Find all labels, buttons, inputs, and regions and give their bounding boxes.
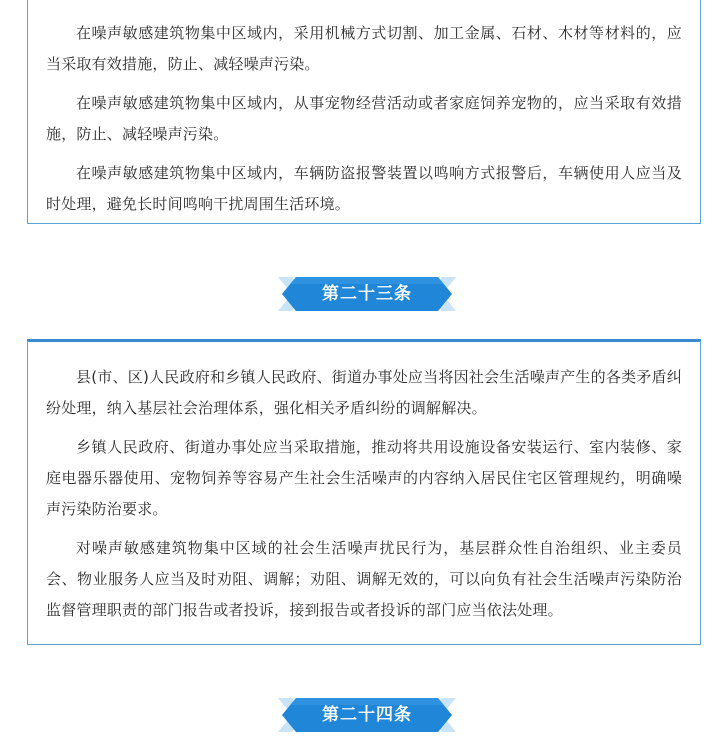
article-text-box-previous [27, 0, 701, 224]
article-23-title: 第二十三条 [322, 284, 412, 304]
paragraph: 乡镇人民政府、街道办事处应当采取措施，推动将共用设施设备安装运行、室内装修、家庭电器乐器使用、宠物饲养等容易产生社会生活噪声的内容纳入居民住宅区管理规约，明确噪声污染防治要求。 [46, 438, 682, 518]
paragraph: 在噪声敏感建筑物集中区域内，车辆防盗报警装置以鸣响方式报警后，车辆使用人应当及时处理，避免长时间鸣响干扰周围生活环境。 [46, 164, 682, 213]
article-24-title: 第二十四条 [322, 705, 412, 725]
paragraph: 在噪声敏感建筑物集中区域内，从事宠物经营活动或者家庭饲养宠物的，应当采取有效措施，防止、减轻噪声污染。 [46, 94, 682, 143]
article-24-banner [278, 698, 456, 732]
paragraph: 县(市、区)人民政府和乡镇人民政府、街道办事处应当将因社会生活噪声产生的各类矛盾纠纷处理，纳入基层社会治理体系，强化相关矛盾纠纷的调解解决。 [46, 368, 682, 417]
article-23-banner [278, 277, 456, 311]
paragraph: 在噪声敏感建筑物集中区域内，采用机械方式切割、加工金属、石材、木材等材料的，应当采取有效措施，防止、减轻噪声污染。 [46, 24, 682, 73]
article-23-text-box [27, 339, 701, 645]
paragraph: 对噪声敏感建筑物集中区域的社会生活噪声扰民行为，基层群众性自治组织、业主委员会、物业服务人应当及时劝阻、调解；劝阻、调解无效的，可以向负有社会生活噪声污染防治监督管理职责的部门报告或者投诉，接到报告或者投诉的部门应当依法处理。 [46, 539, 682, 619]
